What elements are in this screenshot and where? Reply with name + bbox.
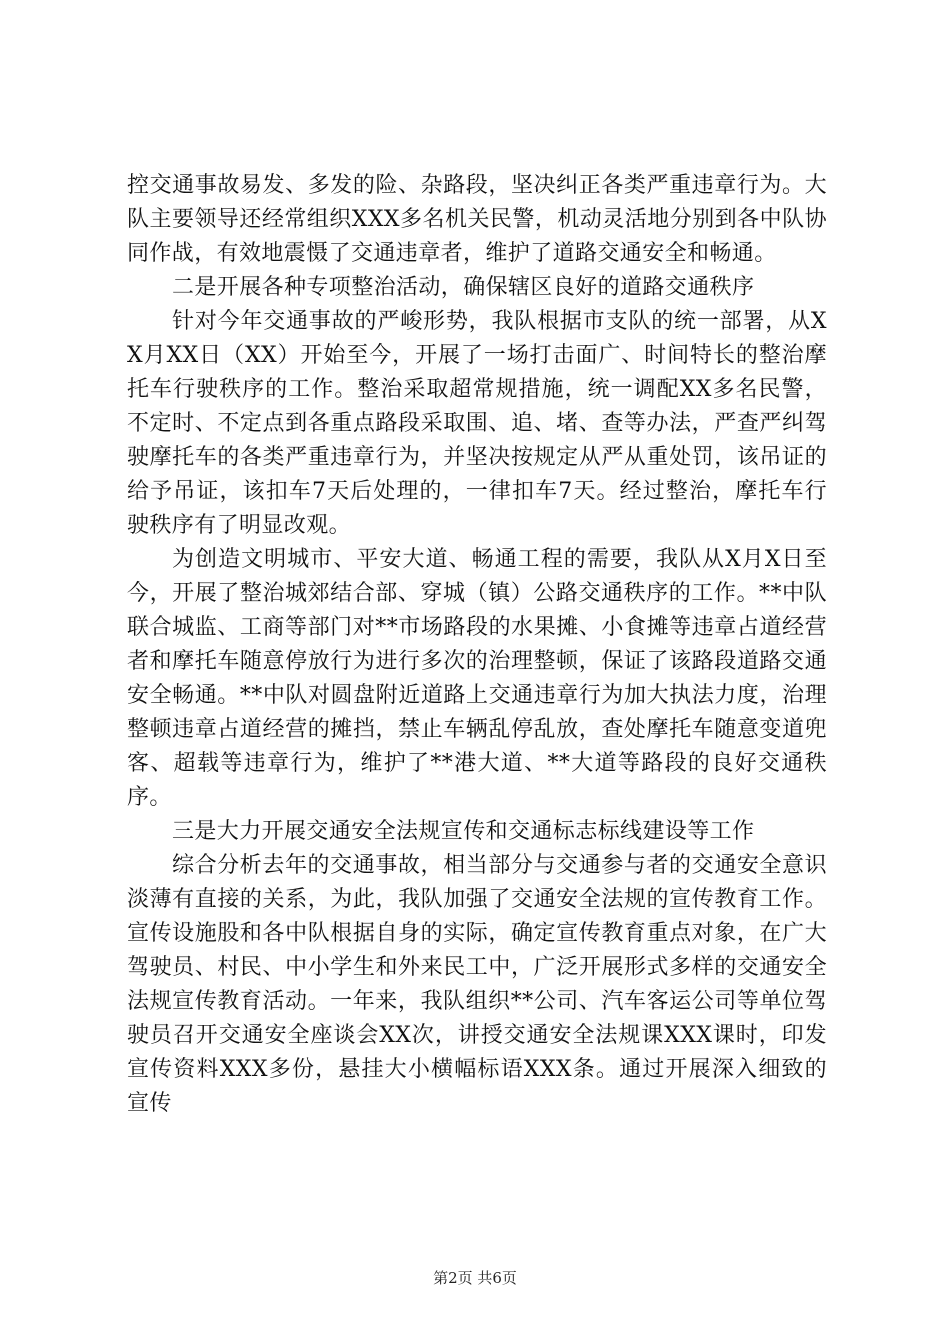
page-number-footer: 第2页 共6页	[433, 1269, 517, 1287]
paragraph-2-heading: 二是开展各种专项整治活动，确保辖区良好的道路交通秩序	[172, 275, 755, 300]
paragraph-1: 控交通事故易发、多发的险、杂路段，坚决纠正各类严重违章行为。大队主要领导还经常组织XXX多名机关民警，机动灵活地分别到各中队协同作战，有效地震慑了交通违章者，维护了道路交通安全和畅通。	[127, 173, 827, 266]
document-body	[127, 169, 827, 1121]
paragraph-5-heading: 三是大力开展交通安全法规宣传和交通标志标线建设等工作	[172, 819, 755, 844]
paragraph-4: 为创造文明城市、平安大道、畅通工程的需要，我队从X月X日至今，开展了整治城郊结合部、穿城（镇）公路交通秩序的工作。**中队联合城监、工商等部门对**市场路段的水果摊、小食摊等违章占道经营者和摩托车随意停放行为进行多次的治理整顿，保证了该路段道路交通安全畅通。**中队对圆盘附近道路上交通违章行为加大执法力度，治理整顿违章占道经营的摊挡，禁止车辆乱停乱放，查处摩托车随意变道兜客、超载等违章行为，维护了**港大道、**大道等路段的良好交通秩序。	[127, 547, 827, 810]
paragraph-3: 针对今年交通事故的严峻形势，我队根据市支队的统一部署，从XX月XX日（XX）开始至今，开展了一场打击面广、时间特长的整治摩托车行驶秩序的工作。整治采取超常规措施，统一调配XX多名民警，不定时、不定点到各重点路段采取围、追、堵、查等办法，严查严纠驾驶摩托车的各类严重违章行为，并坚决按规定从严从重处罚，该吊证的给予吊证，该扣车7天后处理的，一律扣车7天。经过整治，摩托车行驶秩序有了明显改观。	[127, 309, 827, 538]
paragraph-6: 综合分析去年的交通事故，相当部分与交通参与者的交通安全意识淡薄有直接的关系，为此，我队加强了交通安全法规的宣传教育工作。宣传设施股和各中队根据自身的实际，确定宣传教育重点对象，在广大驾驶员、村民、中小学生和外来民工中，广泛开展形式多样的交通安全法规宣传教育活动。一年来，我队组织**公司、汽车客运公司等单位驾驶员召开交通安全座谈会XX次，讲授交通安全法规课XXX课时，印发宣传资料XXX多份，悬挂大小横幅标语XXX条。通过开展深入细致的宣传	[127, 853, 827, 1116]
